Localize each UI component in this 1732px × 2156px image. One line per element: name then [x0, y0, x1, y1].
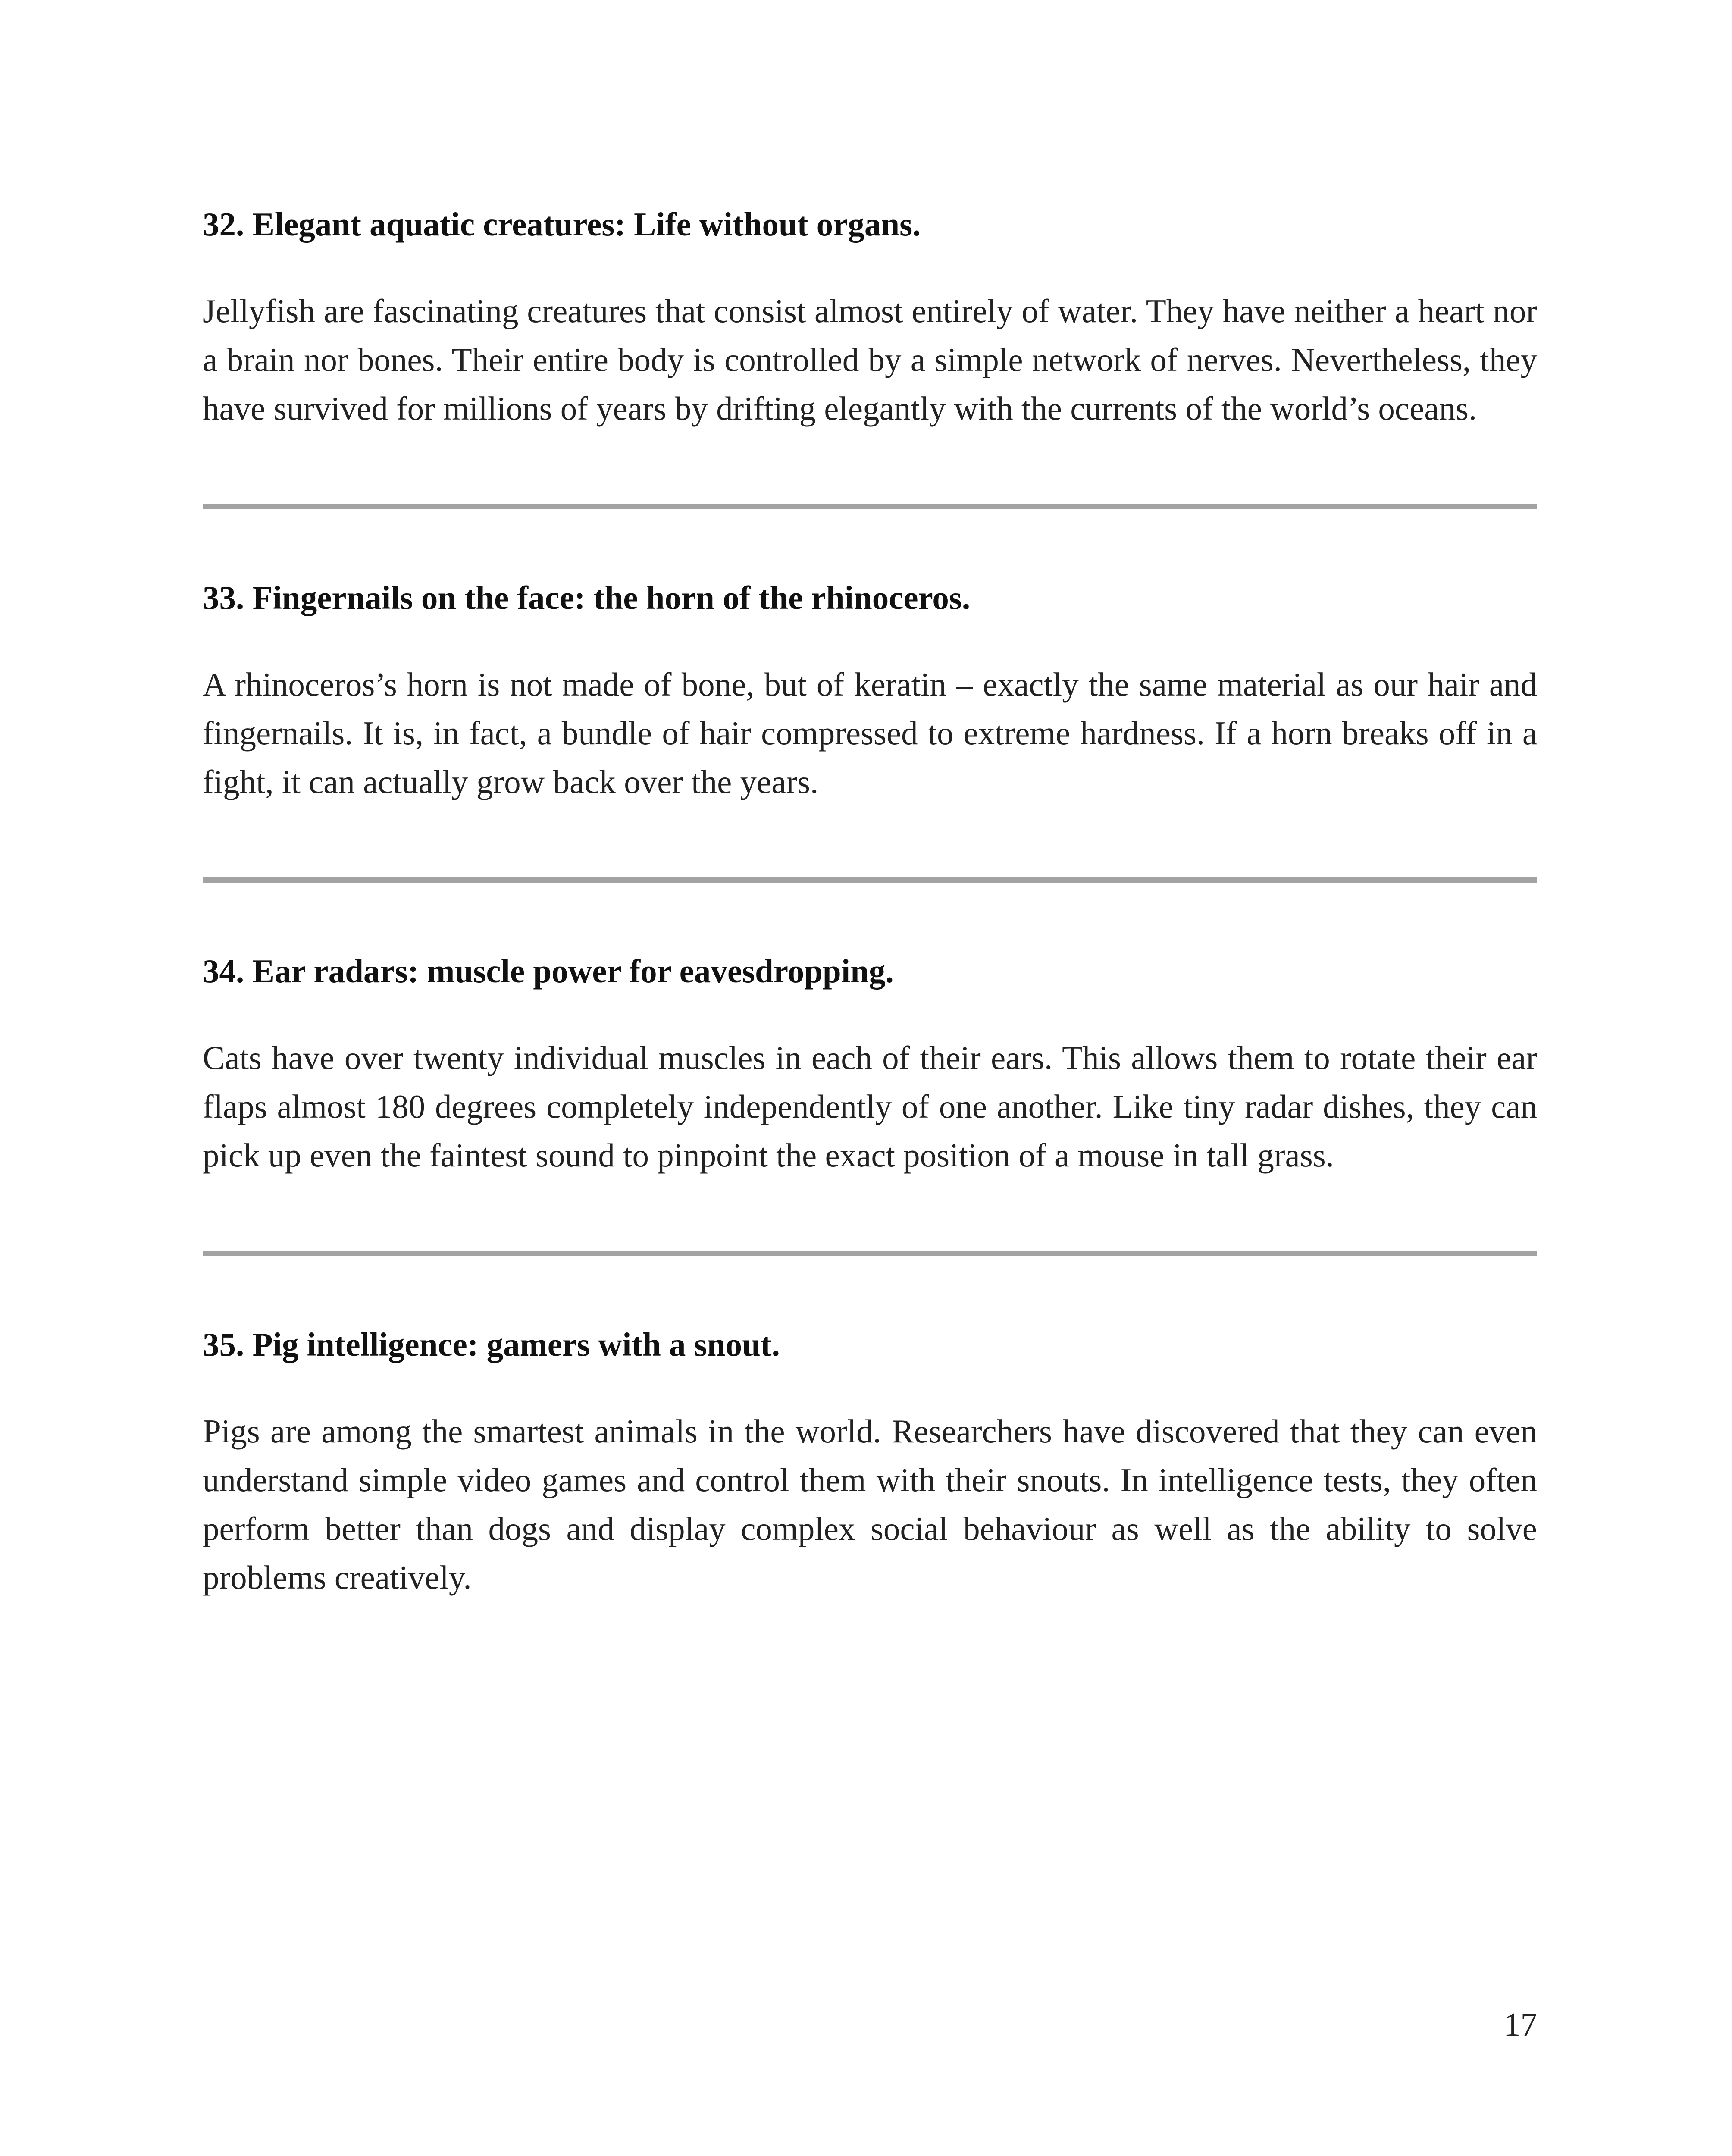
section-body: A rhinoceros’s horn is not made of bone, but of keratin – exactly the same material as our hair and fingernails. It is, in fact, a bundle of hair compressed to extreme hardness. If a horn breaks off in a fight, it can actually grow back over the years.	[203, 666, 1537, 800]
section-body: Pigs are among the smartest animals in the world. Researchers have discovered that they can even understand simple video games and control them with their snouts. In intelligence tests, they often perform better than dogs and display complex social behaviour as well as the ability to solve problems creatively.	[203, 1413, 1537, 1596]
section-heading: 32. Elegant aquatic creatures: Life without organs.	[203, 206, 921, 243]
section-body: Jellyfish are fascinating creatures that consist almost entirely of water. They have neither a heart nor a brain nor bones. Their entire body is controlled by a simple network of nerves. Nevertheless, they have survived for millions of years by drifting elegantly with the currents of the world’s oceans.	[203, 292, 1537, 427]
page-number: 17	[1504, 2006, 1537, 2043]
section-divider	[203, 1251, 1537, 1256]
section-body: Cats have over twenty individual muscles in each of their ears. This allows them to rotate their ear flaps almost 180 degrees completely independently of one another. Like tiny radar dishes, they can pick up even the faintest sound to pinpoint the exact position of a mouse in tall grass.	[203, 1039, 1537, 1174]
section-heading: 34. Ear radars: muscle power for eavesdropping.	[203, 953, 894, 990]
section-heading: 35. Pig intelligence: gamers with a snout.	[203, 1326, 780, 1363]
page-content	[203, 203, 1537, 1602]
section-35	[203, 1323, 1537, 1602]
section-divider	[203, 504, 1537, 509]
section-34	[203, 950, 1537, 1180]
section-divider	[203, 877, 1537, 883]
section-32	[203, 203, 1537, 433]
section-heading: 33. Fingernails on the face: the horn of the rhinoceros.	[203, 579, 971, 616]
section-33	[203, 576, 1537, 806]
